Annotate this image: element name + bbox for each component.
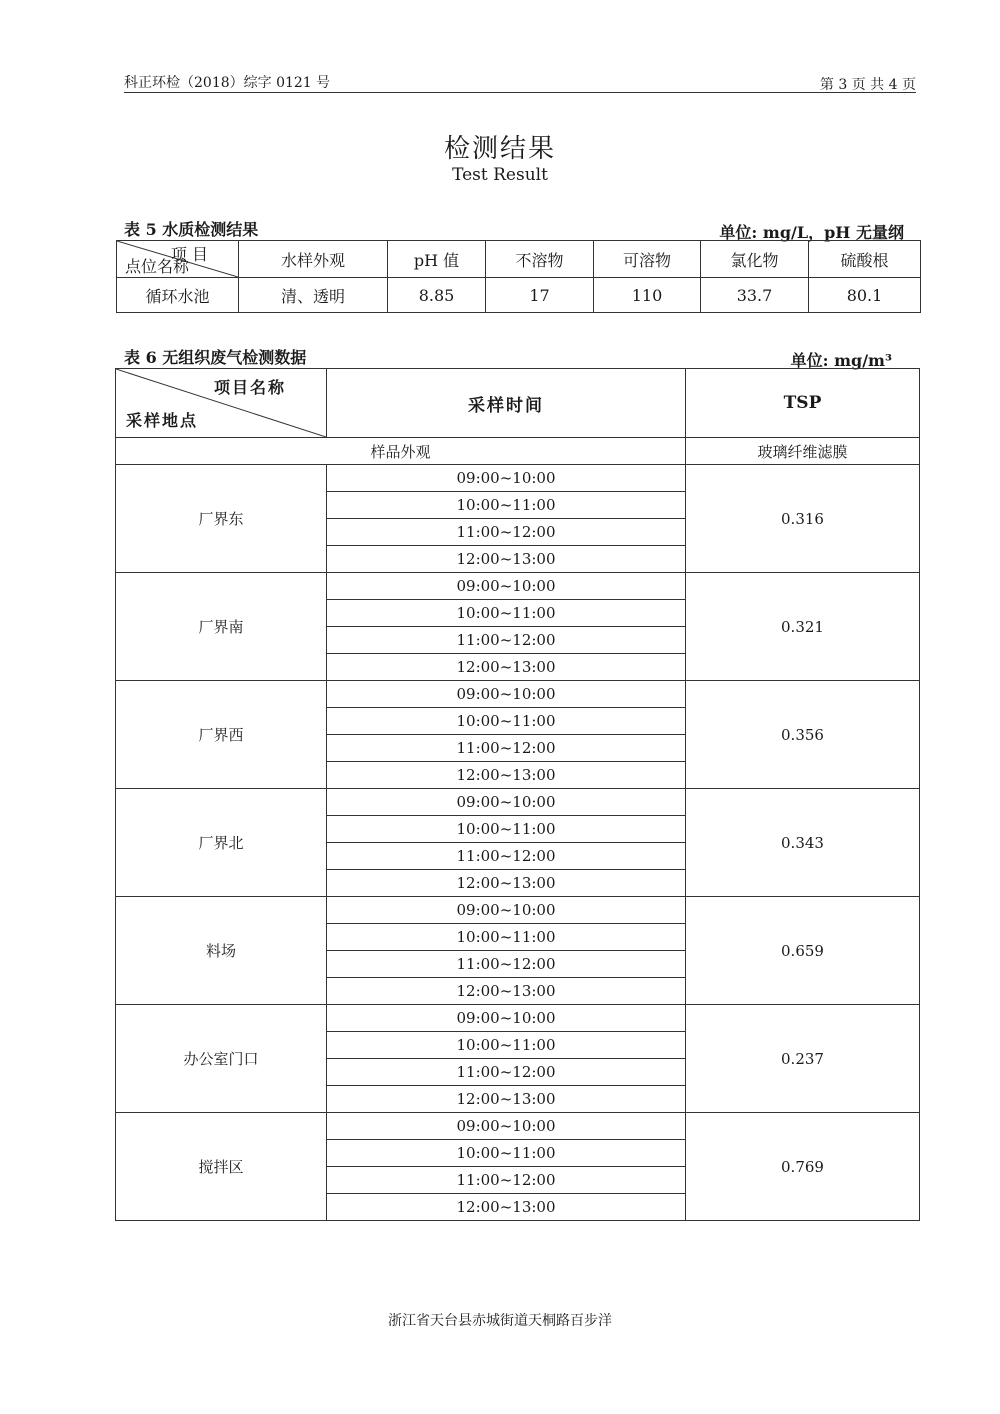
site-name: 厂界北 bbox=[116, 789, 327, 897]
table-row bbox=[117, 278, 921, 313]
sampling-time: 10:00~11:00 bbox=[327, 708, 686, 735]
sampling-time: 09:00~10:00 bbox=[327, 1005, 686, 1032]
site-name: 厂界东 bbox=[116, 465, 327, 573]
table5-cell: 17 bbox=[486, 278, 594, 313]
table5-unit: 单位: mg/L，pH 无量纲 bbox=[719, 223, 904, 242]
appearance-label: 样品外观 bbox=[116, 438, 686, 465]
sampling-time: 10:00~11:00 bbox=[327, 816, 686, 843]
table5-cell: 清、透明 bbox=[239, 278, 388, 313]
sampling-time: 11:00~12:00 bbox=[327, 519, 686, 546]
tsp-header: TSP bbox=[686, 369, 920, 438]
sampling-time: 10:00~11:00 bbox=[327, 492, 686, 519]
sampling-time: 10:00~11:00 bbox=[327, 600, 686, 627]
sampling-time: 12:00~13:00 bbox=[327, 762, 686, 789]
table-row bbox=[116, 465, 920, 492]
table-row bbox=[116, 1113, 920, 1140]
table-row bbox=[116, 573, 920, 600]
appearance-value: 玻璃纤维滤膜 bbox=[686, 438, 920, 465]
water-quality-table bbox=[116, 240, 921, 313]
tsp-value: 0.316 bbox=[686, 465, 920, 573]
sampling-time: 10:00~11:00 bbox=[327, 1032, 686, 1059]
table5-corner-bottom: 点位名称 bbox=[125, 257, 190, 276]
site-name: 厂界南 bbox=[116, 573, 327, 681]
table5-header: 不溶物 bbox=[486, 241, 594, 278]
table5-cell: 33.7 bbox=[701, 278, 809, 313]
tsp-value: 0.321 bbox=[686, 573, 920, 681]
tsp-value: 0.237 bbox=[686, 1005, 920, 1113]
sampling-time: 12:00~13:00 bbox=[327, 1194, 686, 1221]
sampling-time: 11:00~12:00 bbox=[327, 951, 686, 978]
table5-corner-top: 项 目 bbox=[170, 245, 208, 264]
table6-corner-top: 项目名称 bbox=[213, 378, 286, 397]
sampling-time: 12:00~13:00 bbox=[327, 1086, 686, 1113]
table5-cell: 8.85 bbox=[388, 278, 486, 313]
table5-header: 水样外观 bbox=[239, 241, 388, 278]
table6-caption: 表 6 无组织废气检测数据 bbox=[124, 348, 307, 367]
tsp-value: 0.769 bbox=[686, 1113, 920, 1221]
sampling-time: 12:00~13:00 bbox=[327, 654, 686, 681]
sampling-time: 11:00~12:00 bbox=[327, 1059, 686, 1086]
sampling-time: 10:00~11:00 bbox=[327, 1140, 686, 1167]
table5-header: pH 值 bbox=[388, 241, 486, 278]
sampling-time: 09:00~10:00 bbox=[327, 573, 686, 600]
table-row bbox=[116, 681, 920, 708]
table-row bbox=[116, 1005, 920, 1032]
sampling-time: 09:00~10:00 bbox=[327, 465, 686, 492]
document-number: 科正环检（2018）综字 0121 号 bbox=[124, 75, 331, 91]
table-row bbox=[116, 897, 920, 924]
table6-unit: 单位: mg/m³ bbox=[790, 351, 892, 370]
sampling-time: 11:00~12:00 bbox=[327, 1167, 686, 1194]
sampling-time: 12:00~13:00 bbox=[327, 870, 686, 897]
page-footer: 浙江省天台县赤城街道天桐路百步洋 bbox=[388, 1313, 612, 1329]
table5-cell: 110 bbox=[594, 278, 701, 313]
tsp-value: 0.659 bbox=[686, 897, 920, 1005]
site-name: 料场 bbox=[116, 897, 327, 1005]
sampling-time: 12:00~13:00 bbox=[327, 546, 686, 573]
table6-corner-bottom: 采样地点 bbox=[126, 411, 199, 430]
table5-corner-cell bbox=[117, 241, 239, 278]
table6-corner-cell bbox=[116, 369, 327, 438]
sampling-time: 09:00~10:00 bbox=[327, 1113, 686, 1140]
table5-cell: 80.1 bbox=[809, 278, 921, 313]
sampling-time: 10:00~11:00 bbox=[327, 924, 686, 951]
page-title: 检测结果 bbox=[443, 134, 556, 164]
sampling-time: 09:00~10:00 bbox=[327, 897, 686, 924]
sampling-time: 11:00~12:00 bbox=[327, 735, 686, 762]
tsp-value: 0.356 bbox=[686, 681, 920, 789]
site-name: 搅拌区 bbox=[116, 1113, 327, 1221]
tsp-value: 0.343 bbox=[686, 789, 920, 897]
table5-site: 循环水池 bbox=[117, 278, 239, 313]
sampling-time: 09:00~10:00 bbox=[327, 681, 686, 708]
table5-header: 硫酸根 bbox=[809, 241, 921, 278]
site-name: 办公室门口 bbox=[116, 1005, 327, 1113]
fugitive-emission-table bbox=[115, 368, 920, 1221]
time-header: 采样时间 bbox=[327, 369, 686, 438]
table5-header: 氯化物 bbox=[701, 241, 809, 278]
sampling-time: 09:00~10:00 bbox=[327, 789, 686, 816]
sampling-time: 11:00~12:00 bbox=[327, 843, 686, 870]
table5-header: 可溶物 bbox=[594, 241, 701, 278]
table5-caption: 表 5 水质检测结果 bbox=[124, 220, 259, 239]
table-row bbox=[116, 789, 920, 816]
site-name: 厂界西 bbox=[116, 681, 327, 789]
sampling-time: 12:00~13:00 bbox=[327, 978, 686, 1005]
page-info: 第 3 页 共 4 页 bbox=[819, 77, 916, 93]
page-subtitle: Test Result bbox=[452, 165, 548, 185]
sampling-time: 11:00~12:00 bbox=[327, 627, 686, 654]
page-header bbox=[124, 70, 916, 93]
